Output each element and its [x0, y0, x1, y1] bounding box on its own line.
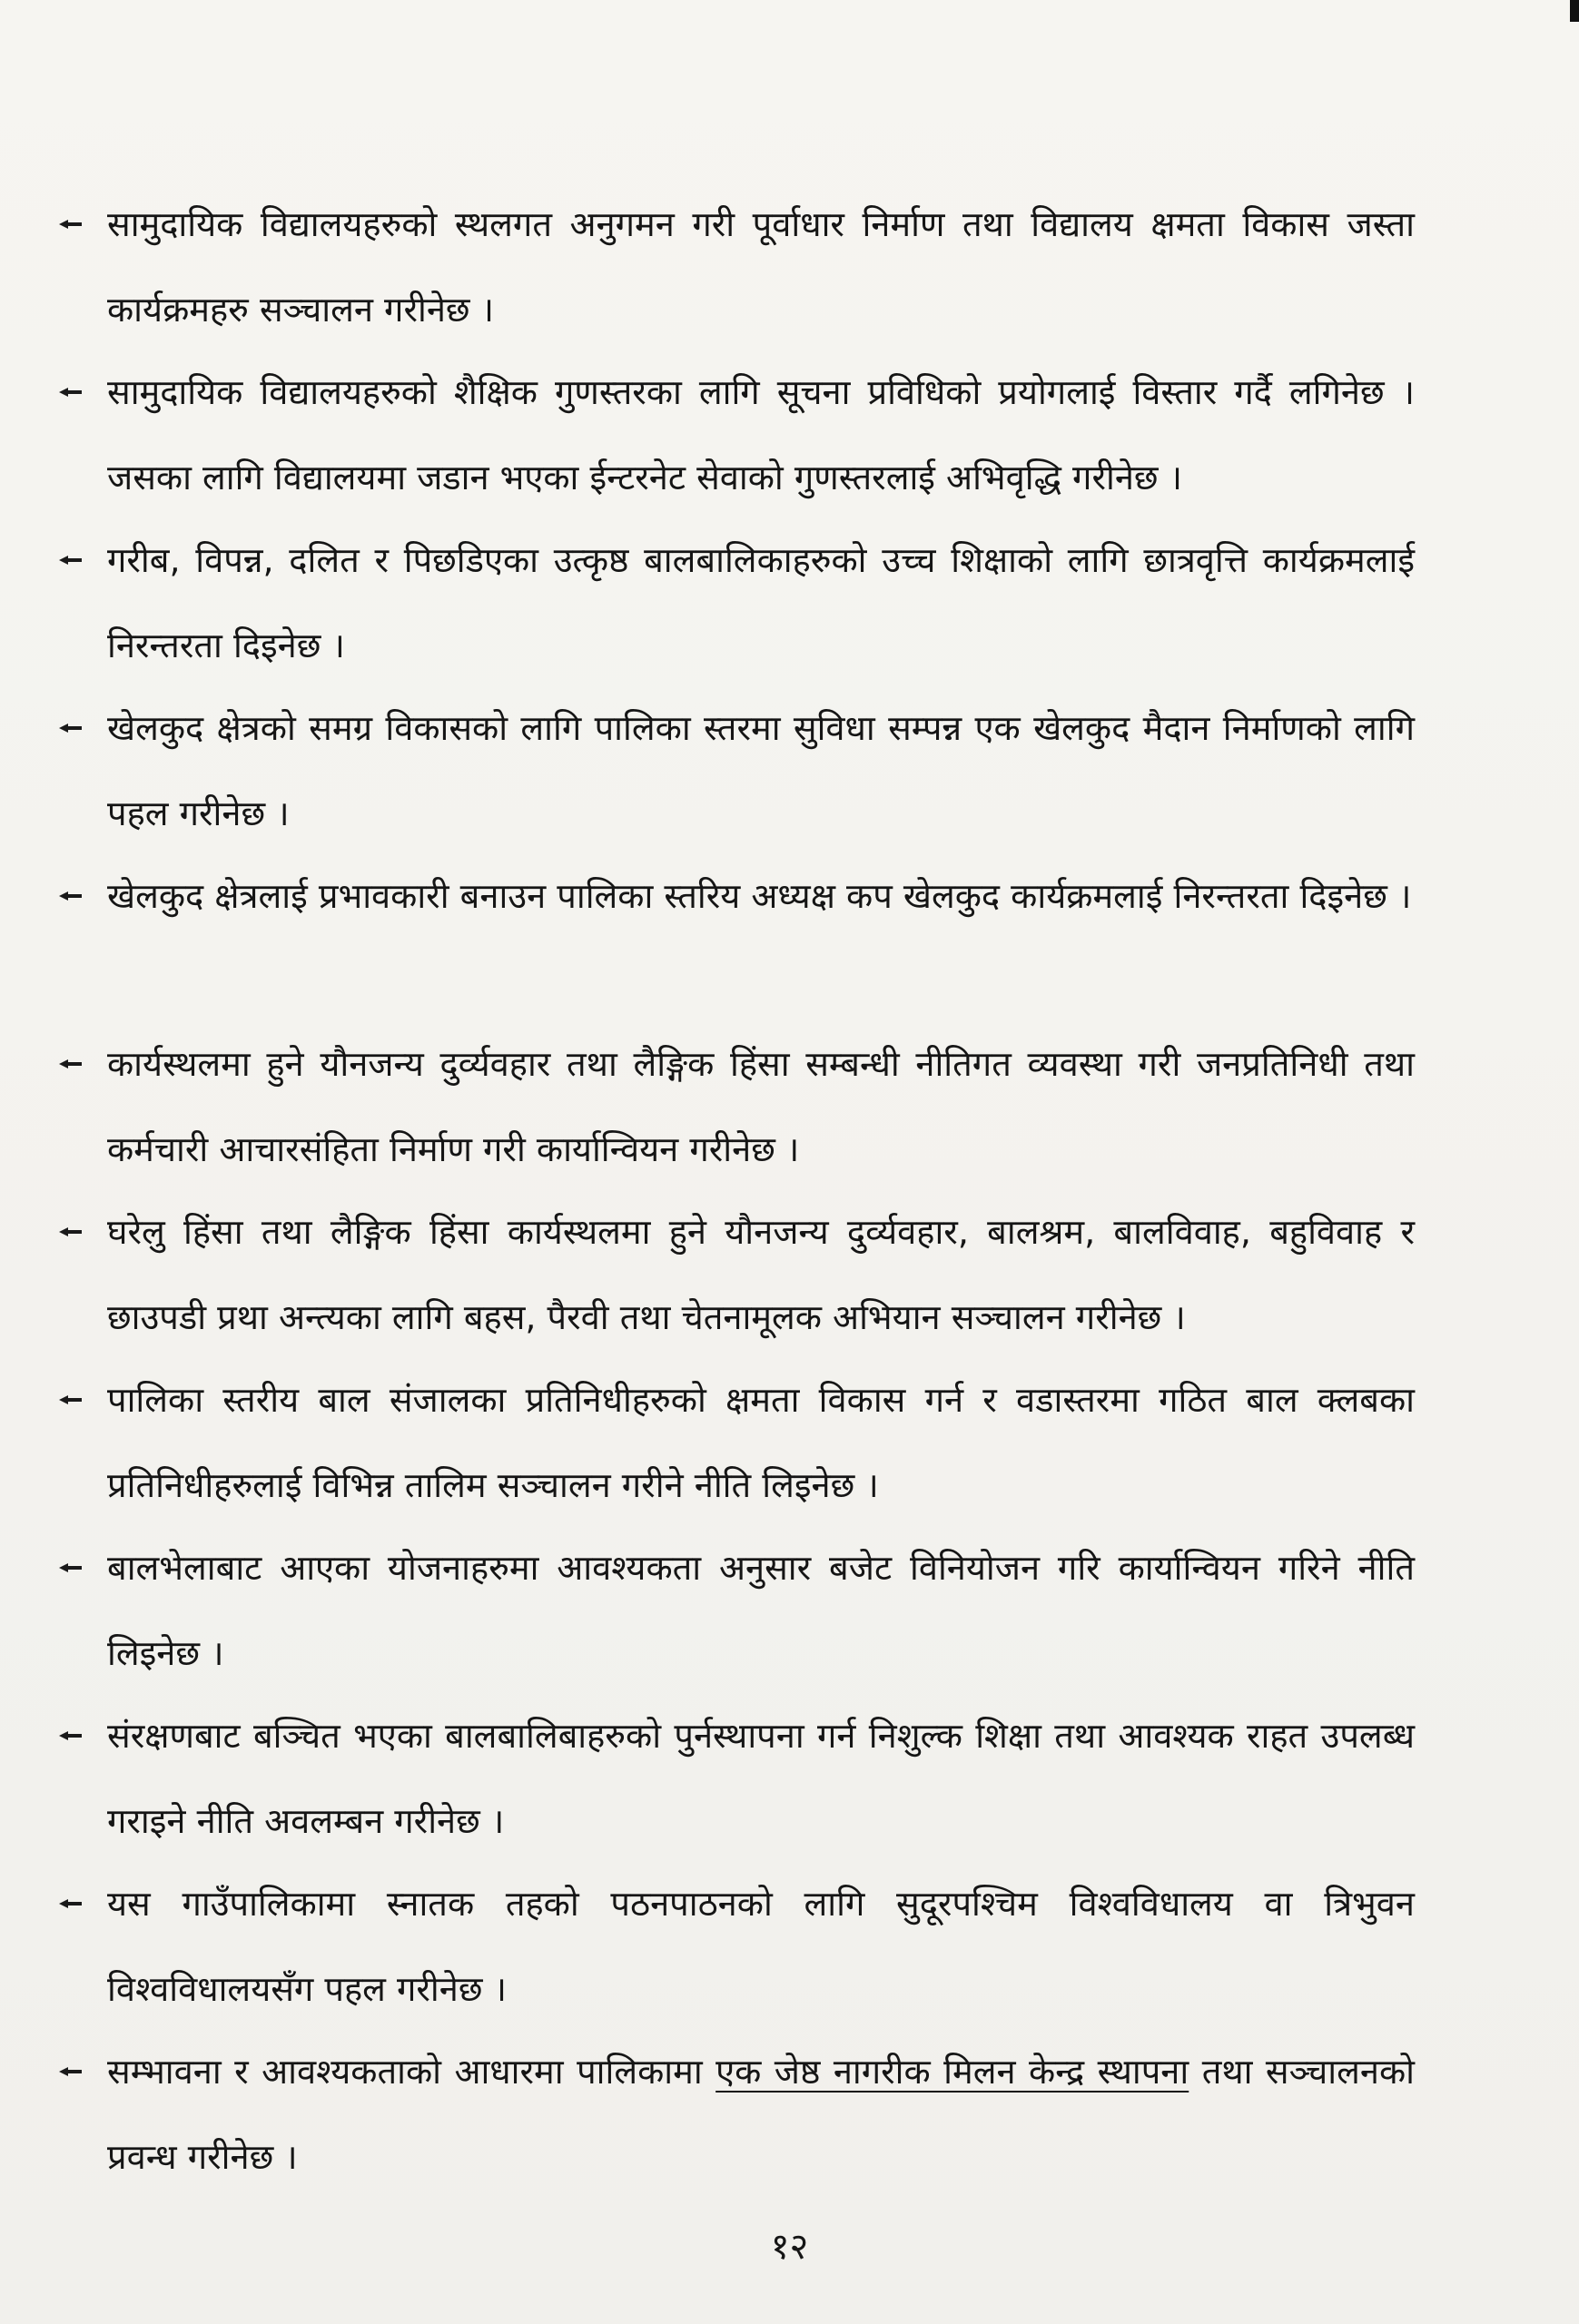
list-item-text: बालभेलाबाट आएका योजनाहरुमा आवश्यकता अनुसार बजेट विनियोजन गरि कार्यान्वियन गरिने नीति लिइनेछ । — [107, 1548, 1415, 1673]
list-item — [53, 1189, 1415, 1357]
arrow-bullet-icon — [53, 1357, 89, 1443]
list-item — [53, 517, 1415, 685]
list-item — [53, 350, 1415, 517]
scan-edge-mark — [1570, 0, 1579, 22]
list-item — [53, 853, 1415, 1021]
list-item-text: कार्यस्थलमा हुने यौनजन्य दुर्व्यवहार तथा लैङ्गिक हिंसा सम्बन्धी नीतिगत व्यवस्था गरी जनप्रतिनिधी तथा कर्मचारी आचारसंहिता निर्माण गरी कार्यान्वियन गरीनेछ । — [107, 1044, 1415, 1169]
list-item — [53, 1357, 1415, 1525]
list-item-text: गरीब, विपन्न, दलित र पिछडिएका उत्कृष्ठ बालबालिकाहरुको उच्च शिक्षाको लागि छात्रवृत्ति कार्यक्रमलाई निरन्तरता दिइनेछ । — [107, 540, 1415, 665]
list-item-text: सामुदायिक विद्यालयहरुको शैक्षिक गुणस्तरका लागि सूचना प्रविधिको प्रयोगलाई विस्तार गर्दै लगिनेछ । जसका लागि विद्यालयमा जडान भएका ईन्टरनेट सेवाको गुणस्तरलाई अभिवृद्धि गरीनेछ । — [107, 372, 1415, 497]
arrow-bullet-icon — [53, 2029, 89, 2114]
list-item-text: यस गाउँपालिकामा स्नातक तहको पठनपाठनको लागि सुदूरपश्चिम विश्वविधालय वा त्रिभुवन विश्वविधालयसँग पहल गरीनेछ । — [107, 1884, 1415, 2009]
arrow-bullet-icon — [53, 1525, 89, 1610]
policy-list — [53, 182, 1415, 2197]
list-item-text-after: तथा सञ्चालनको प्रवन्ध गरीनेछ । — [107, 2052, 1415, 2177]
list-item-text-before: सम्भावना र आवश्यकताको आधारमा पालिकामा — [107, 2052, 716, 2092]
list-item-text: संरक्षणबाट बञ्चित भएका बालबालिबाहरुको पुर्नस्थापना गर्न निशुल्क शिक्षा तथा आवश्यक राहत उपलब्ध गराइने नीति अवलम्बन गरीनेछ । — [107, 1716, 1415, 1841]
list-item — [53, 1021, 1415, 1189]
arrow-bullet-icon — [53, 685, 89, 771]
arrow-bullet-icon — [53, 853, 89, 939]
list-item — [53, 182, 1415, 350]
list-item — [53, 1525, 1415, 1693]
list-item-text: पालिका स्तरीय बाल संजालका प्रतिनिधीहरुको क्षमता विकास गर्न र वडास्तरमा गठित बाल क्लबका प्रतिनिधीहरुलाई विभिन्न तालिम सञ्चालन गरीने नीति लिइनेछ । — [107, 1380, 1415, 1505]
list-item-text: खेलकुद क्षेत्रको समग्र विकासको लागि पालिका स्तरमा सुविधा सम्पन्न एक खेलकुद मैदान निर्माणको लागि पहल गरीनेछ । — [107, 708, 1415, 833]
list-item — [53, 1861, 1415, 2029]
arrow-bullet-icon — [53, 517, 89, 603]
arrow-bullet-icon — [53, 182, 89, 267]
list-item — [53, 2029, 1415, 2197]
underlined-phrase: एक जेष्ठ नागरीक मिलन केन्द्र स्थापना — [715, 2052, 1189, 2092]
list-item — [53, 1693, 1415, 1861]
list-item — [53, 685, 1415, 853]
arrow-bullet-icon — [53, 1189, 89, 1275]
arrow-bullet-icon — [53, 1693, 89, 1778]
list-item-text — [107, 2029, 1415, 2200]
arrow-bullet-icon — [53, 1021, 89, 1107]
page-number: १२ — [770, 2226, 809, 2268]
list-item-text: सामुदायिक विद्यालयहरुको स्थलगत अनुगमन गरी पूर्वाधार निर्माण तथा विद्यालय क्षमता विकास जस्ता कार्यक्रमहरु सञ्चालन गरीनेछ । — [107, 204, 1415, 330]
list-item-text: घरेलु हिंसा तथा लैङ्गिक हिंसा कार्यस्थलमा हुने यौनजन्य दुर्व्यवहार, बालश्रम, बालविवाह, बहुविवाह र छाउपडी प्रथा अन्त्यका लागि बहस, पैरवी तथा चेतनामूलक अभियान सञ्चालन गरीनेछ । — [107, 1212, 1415, 1337]
arrow-bullet-icon — [53, 350, 89, 435]
list-item-text: खेलकुद क्षेत्रलाई प्रभावकारी बनाउन पालिका स्तरिय अध्यक्ष कप खेलकुद कार्यक्रमलाई निरन्तरता दिइनेछ । — [107, 876, 1412, 916]
arrow-bullet-icon — [53, 1861, 89, 1946]
